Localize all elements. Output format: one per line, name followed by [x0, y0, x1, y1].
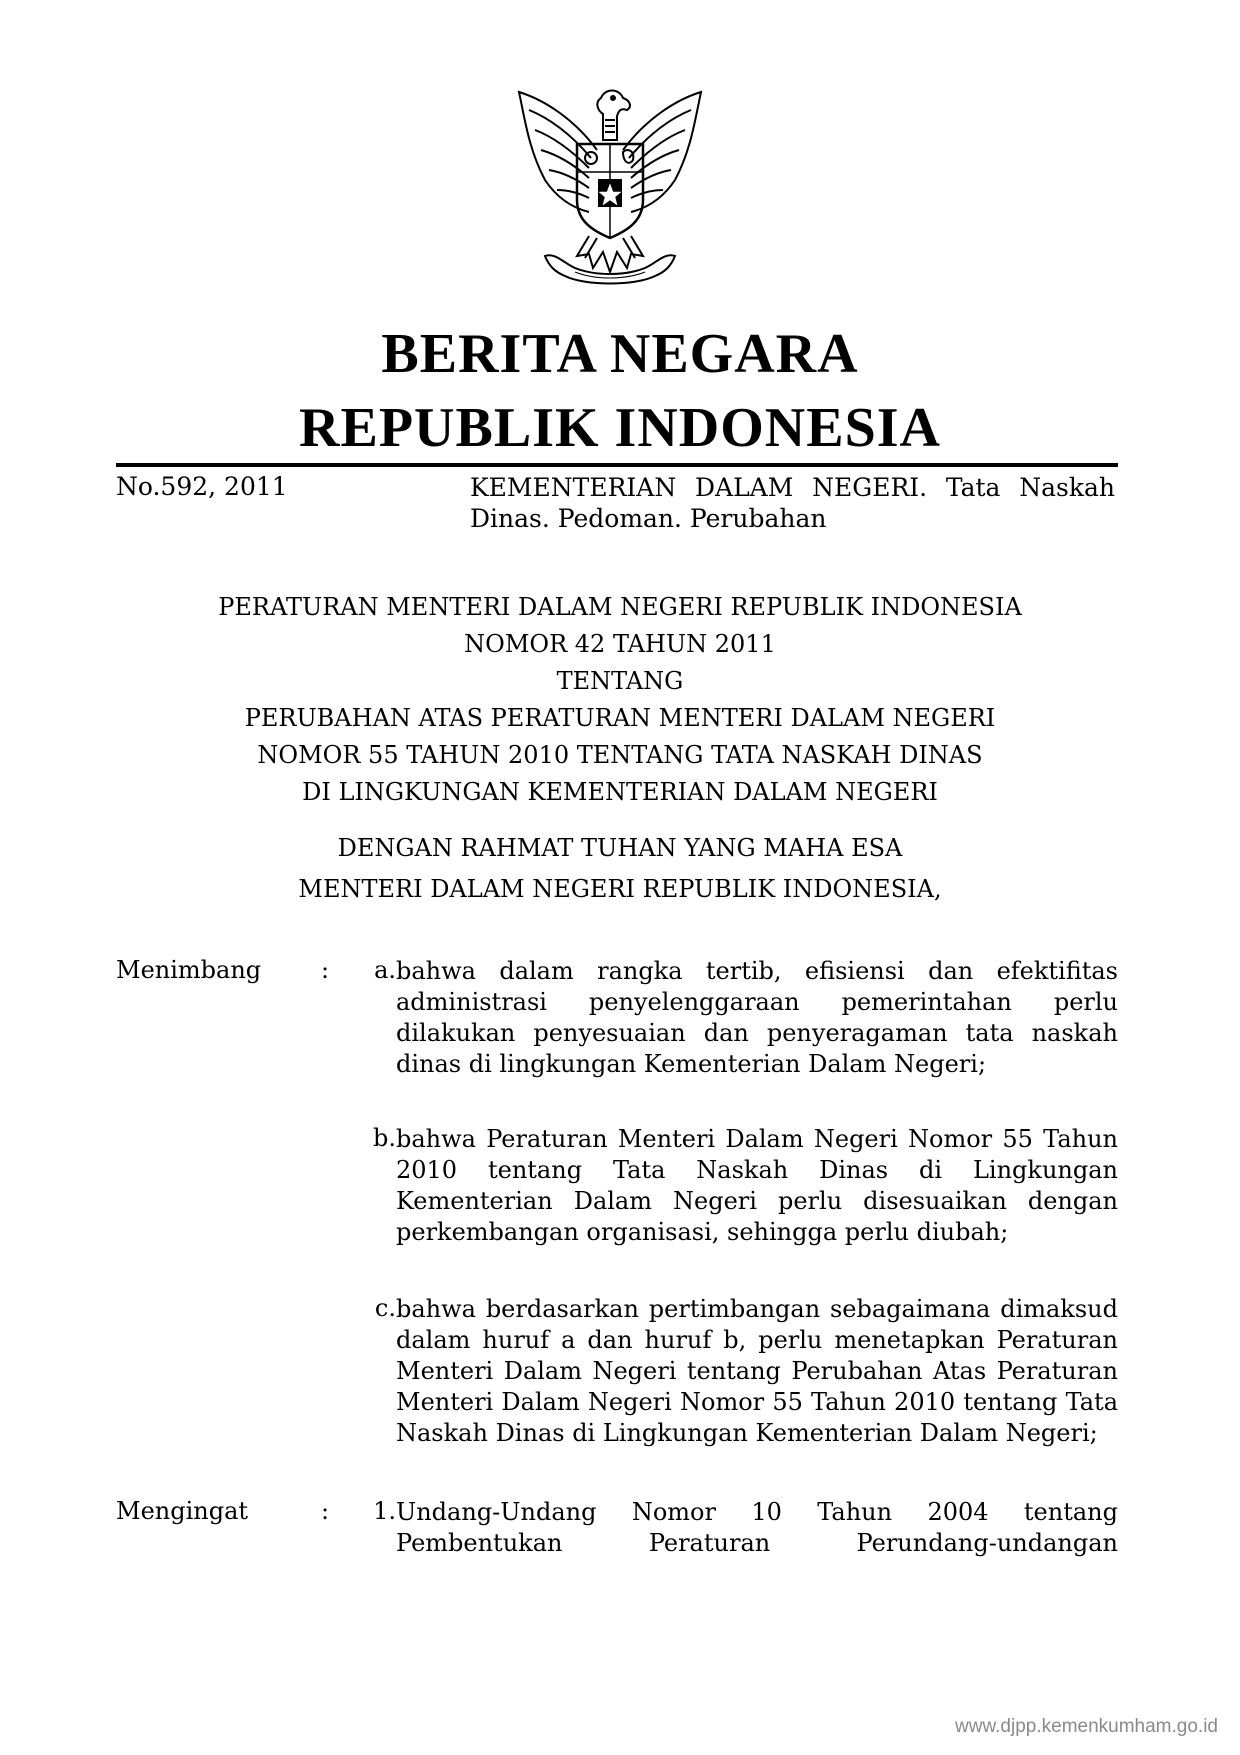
item-marker: c.: [374, 1294, 396, 1322]
item-text: bahwa dalam rangka tertib, efisiensi dan efektifitas administrasi penyelenggaraan pemerintahan perlu dilakukan penyesuaian dan penyeragaman tata naskah dinas di lingkungan Kementerian Dalam Negeri;: [396, 957, 1118, 1078]
regulation-title: [0, 589, 1240, 811]
preamble-line: MENTERI DALAM NEGERI REPUBLIK INDONESIA,: [298, 875, 942, 903]
regulation-title-line: PERATURAN MENTERI DALAM NEGERI REPUBLIK INDONESIA: [218, 593, 1022, 621]
regulation-title-line: TENTANG: [556, 667, 684, 695]
item-text: Undang-Undang Nomor 10 Tahun 2004 tentang Pembentukan Peraturan Perundang-undangan: [396, 1498, 1118, 1557]
masthead-rule: [116, 463, 1118, 467]
footer-url: www.djpp.kemenkumham.go.id: [955, 1716, 1218, 1737]
regulation-title-line: PERUBAHAN ATAS PERATURAN MENTERI DALAM NEGERI: [244, 704, 996, 732]
regulation-title-line: NOMOR 55 TAHUN 2010 TENTANG TATA NASKAH DINAS: [257, 741, 983, 769]
masthead-title: BERITA NEGARA: [381, 323, 859, 385]
item-text: bahwa berdasarkan pertimbangan sebagaimana dimaksud dalam huruf a dan huruf b, perlu menetapkan Peraturan Menteri Dalam Negeri tentang Perubahan Atas Peraturan Menteri Dalam Negeri Nomor 55 Tahun 2010 tentang Tata Naskah Dinas di Lingkungan Kementerian Dalam Negeri;: [396, 1295, 1118, 1447]
section-label: Menimbang: [116, 956, 262, 984]
garuda-pancasila-emblem-icon: [505, 80, 715, 300]
section-colon: :: [321, 1497, 330, 1525]
section-label: Mengingat: [116, 1497, 249, 1525]
item-text: bahwa Peraturan Menteri Dalam Negeri Nomor 55 Tahun 2010 tentang Tata Naskah Dinas di Lingkungan Kementerian Dalam Negeri perlu disesuaikan dengan perkembangan organisasi, sehingga perlu diubah;: [396, 1125, 1118, 1246]
item-marker: a.: [374, 956, 396, 984]
mengingat-section: [116, 1497, 1118, 1567]
item-marker: b.: [373, 1124, 396, 1152]
gazette-description: KEMENTERIAN DALAM NEGERI. Tata Naskah Dinas. Pedoman. Perubahan: [470, 473, 1115, 533]
gazette-number: No.592, 2011: [116, 472, 288, 501]
menimbang-section: [116, 956, 1118, 1447]
regulation-title-line: DI LINGKUNGAN KEMENTERIAN DALAM NEGERI: [302, 778, 938, 806]
masthead-subtitle: REPUBLIK INDONESIA: [299, 397, 941, 459]
preamble: [0, 830, 1240, 908]
regulation-title-line: NOMOR 42 TAHUN 2011: [464, 630, 776, 658]
preamble-line: DENGAN RAHMAT TUHAN YANG MAHA ESA: [337, 834, 903, 862]
section-colon: :: [321, 956, 330, 984]
item-marker: 1.: [373, 1497, 396, 1525]
